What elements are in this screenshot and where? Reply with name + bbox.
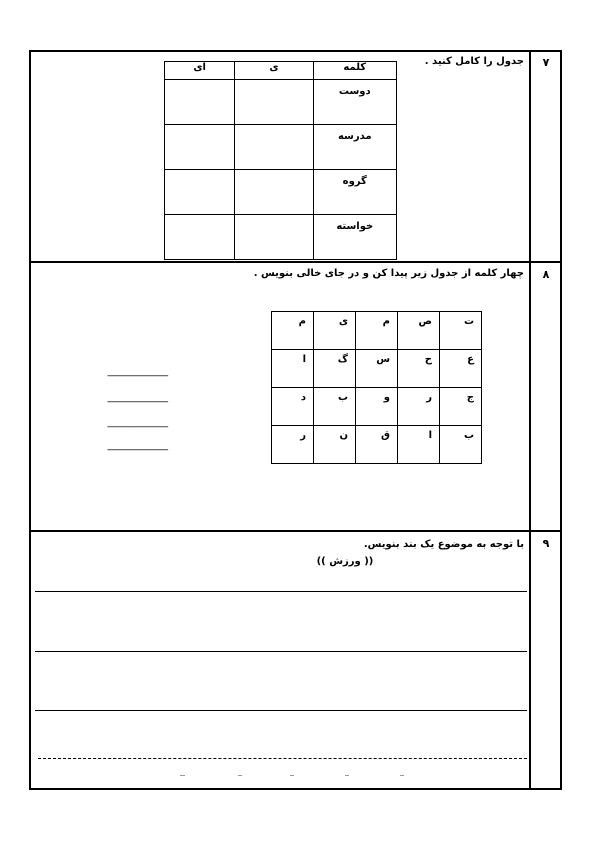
grid-cell: د xyxy=(272,388,314,426)
q7-word-4: خواسته xyxy=(313,215,396,260)
q7-cell-ai-3[interactable] xyxy=(165,170,235,215)
grid-cell: ی xyxy=(314,312,356,350)
grid-cell: و xyxy=(356,388,398,426)
row-divider-7-8 xyxy=(29,261,562,263)
q9-topic: (( ورزش )) xyxy=(316,556,374,567)
question-7-number: ۷ xyxy=(542,56,550,69)
grid-cell: ا xyxy=(398,426,440,464)
q7-header-i: ی xyxy=(235,62,313,80)
grid-cell: س xyxy=(356,350,398,388)
q8-letter-grid xyxy=(271,311,482,464)
grid-cell: ن xyxy=(314,426,356,464)
grid-cell: ب xyxy=(440,426,482,464)
q7-cell-i-2[interactable] xyxy=(235,125,313,170)
question-7-instruction: جدول را کامل کنید . xyxy=(424,56,524,67)
grid-cell: م xyxy=(356,312,398,350)
question-9-instruction: با توجه به موضوع یک بند بنویس. xyxy=(363,539,524,550)
q7-cell-i-1[interactable] xyxy=(235,80,313,125)
q7-word-1: دوست xyxy=(313,80,396,125)
faint-mark xyxy=(345,775,349,776)
q7-cell-i-3[interactable] xyxy=(235,170,313,215)
q7-cell-ai-2[interactable] xyxy=(165,125,235,170)
faint-mark xyxy=(400,775,404,776)
grid-cell: ا xyxy=(272,350,314,388)
grid-cell: ر xyxy=(398,388,440,426)
question-9-number: ۹ xyxy=(542,537,550,550)
q7-table xyxy=(164,61,397,260)
question-8-number: ۸ xyxy=(542,268,550,281)
answer-line-4[interactable]: --------------------------- xyxy=(107,445,168,455)
grid-cell: م xyxy=(272,312,314,350)
q7-header-word: کلمه xyxy=(313,62,396,80)
faint-mark xyxy=(180,775,185,776)
question-8-instruction: چهار کلمه از جدول زیر پیدا کن و در جای خالی بنویس . xyxy=(253,268,524,279)
grid-cell: ع xyxy=(440,350,482,388)
grid-cell: ت xyxy=(440,312,482,350)
writing-line-4-dashed[interactable] xyxy=(38,758,527,759)
answer-line-3[interactable]: --------------------------- xyxy=(107,422,168,432)
grid-cell: ح xyxy=(398,350,440,388)
answer-line-1[interactable]: --------------------------- xyxy=(107,371,168,381)
grid-cell: گ xyxy=(314,350,356,388)
grid-cell: ج xyxy=(440,388,482,426)
grid-cell: ب xyxy=(314,388,356,426)
grid-cell: ق xyxy=(356,426,398,464)
row-divider-8-9 xyxy=(29,530,562,532)
q7-cell-ai-4[interactable] xyxy=(165,215,235,260)
q7-word-2: مدرسه xyxy=(313,125,396,170)
q7-header-ai: ای xyxy=(165,62,235,80)
number-column-divider xyxy=(529,50,531,790)
grid-cell: ر xyxy=(272,426,314,464)
grid-cell: ص xyxy=(398,312,440,350)
q7-cell-ai-1[interactable] xyxy=(165,80,235,125)
q7-cell-i-4[interactable] xyxy=(235,215,313,260)
writing-line-2[interactable] xyxy=(35,651,527,652)
writing-line-3[interactable] xyxy=(35,710,527,711)
faint-mark xyxy=(238,775,242,776)
faint-mark xyxy=(290,775,294,776)
answer-line-2[interactable]: --------------------------- xyxy=(107,397,168,407)
q7-word-3: گروه xyxy=(313,170,396,215)
writing-line-1[interactable] xyxy=(35,591,527,592)
